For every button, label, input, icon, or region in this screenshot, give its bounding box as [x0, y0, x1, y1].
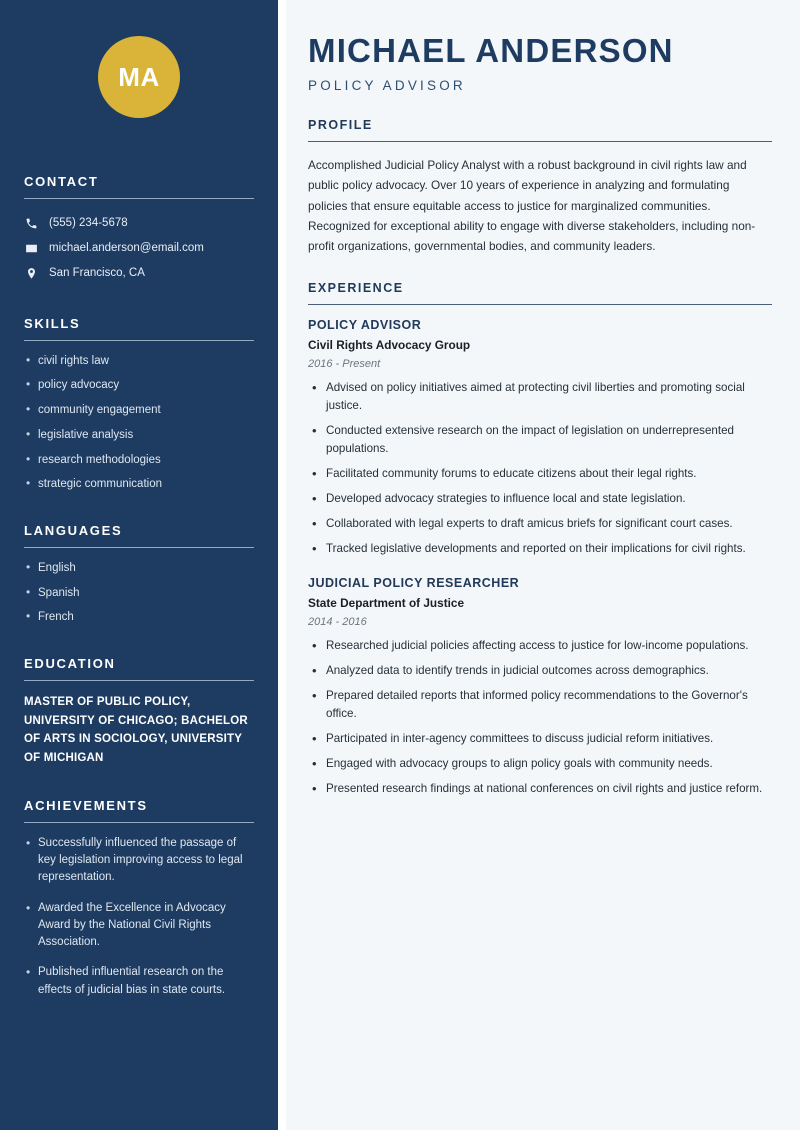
contact-divider: [24, 198, 254, 199]
list-item: • Researched judicial policies affecting access to justice for low-income populations.: [308, 637, 772, 655]
list-item: • Conducted extensive research on the impact of legislation on underrepresented populations.: [308, 422, 772, 458]
experience-dates: 2014 - 2016: [308, 616, 367, 629]
list-item: • strategic communication: [24, 476, 254, 493]
list-item: • community engagement: [24, 402, 254, 419]
list-item: • policy advocacy: [24, 377, 254, 394]
page-title: MICHAEL ANDERSON: [308, 32, 674, 69]
headline-job-title: POLICY ADVISOR: [308, 77, 466, 93]
contact-section: [24, 174, 254, 286]
contact-heading: CONTACT: [24, 174, 99, 189]
experience-bullets: [308, 379, 772, 558]
skills-section: [24, 316, 254, 493]
education-divider: [24, 680, 254, 681]
avatar-container: [24, 0, 254, 128]
list-item: • Presented research findings at national conferences on civil rights and justice reform.: [308, 780, 772, 798]
achievements-section: [24, 798, 254, 999]
achievements-heading: ACHIEVEMENTS: [24, 797, 148, 813]
skills-divider: [24, 340, 254, 341]
contact-item-phone[interactable]: [24, 211, 254, 236]
skills-list: [24, 353, 254, 493]
achievements-divider: [24, 822, 254, 823]
list-item: • Prepared detailed reports that informed policy recommendations to the Governor's office.: [308, 687, 772, 723]
list-item: • Awarded the Excellence in Advocacy Award by the National Civil Rights Association.: [24, 900, 254, 952]
experience-bullets: [308, 637, 772, 798]
languages-section: [24, 523, 254, 626]
contact-item-location[interactable]: [24, 261, 254, 286]
envelope-icon: [24, 241, 38, 255]
experience-divider: [308, 304, 772, 305]
list-item: • Developed advocacy strategies to influence local and state legislation.: [308, 490, 772, 508]
list-item: • Analyzed data to identify trends in judicial outcomes across demographics.: [308, 662, 772, 680]
contact-list: [24, 211, 254, 286]
profile-section: [308, 118, 772, 256]
phone-icon: [24, 216, 38, 230]
experience-section: [308, 281, 772, 798]
languages-list: [24, 560, 254, 626]
experience-company: Civil Rights Advocacy Group: [308, 338, 471, 353]
experience-entry: [308, 576, 772, 798]
experience-entry: [308, 318, 772, 558]
education-text: MASTER OF PUBLIC POLICY, UNIVERSITY OF CHICAGO; BACHELOR OF ARTS IN SOCIOLOGY, UNIVERSITY OF MICHIGAN: [24, 695, 248, 765]
list-item: • Facilitated community forums to educate citizens about their legal rights.: [308, 465, 772, 483]
profile-heading: PROFILE: [308, 117, 373, 132]
contact-value-phone: (555) 234-5678: [49, 217, 128, 229]
contact-value-location: San Francisco, CA: [49, 266, 145, 279]
list-item: • legislative analysis: [24, 427, 254, 444]
skills-heading: SKILLS: [24, 315, 81, 331]
experience-dates: 2016 - Present: [308, 358, 381, 371]
list-item: • English: [24, 560, 254, 577]
list-item: • Successfully influenced the passage of key legislation improving access to legal representation.: [24, 835, 254, 887]
list-item: • Participated in inter-agency committees to discuss judicial reform initiatives.: [308, 730, 772, 748]
list-item: • Tracked legislative developments and reported on their implications for civil rights.: [308, 540, 772, 558]
list-item: • Published influential research on the effects of judicial bias in state courts.: [24, 964, 254, 999]
contact-item-email[interactable]: [24, 236, 254, 261]
list-item: • civil rights law: [24, 353, 254, 370]
experience-heading: EXPERIENCE: [308, 281, 404, 296]
avatar: MA: [98, 36, 180, 118]
list-item: • Advised on policy initiatives aimed at protecting civil liberties and promoting social justice.: [308, 379, 772, 415]
column-gap: [278, 0, 286, 1130]
list-item: • French: [24, 609, 254, 626]
education-section: [24, 656, 254, 768]
experience-role: JUDICIAL POLICY RESEARCHER: [308, 576, 520, 591]
experience-company: State Department of Justice: [308, 596, 465, 611]
list-item: • Engaged with advocacy groups to align policy goals with community needs.: [308, 755, 772, 773]
list-item: • Collaborated with legal experts to draft amicus briefs for significant court cases.: [308, 515, 772, 533]
experience-role: POLICY ADVISOR: [308, 318, 422, 333]
contact-value-email: michael.anderson@email.com: [49, 241, 204, 254]
list-item: • Spanish: [24, 585, 254, 602]
list-item: • research methodologies: [24, 452, 254, 469]
profile-divider: [308, 141, 772, 142]
education-heading: EDUCATION: [24, 655, 116, 671]
map-pin-icon: [24, 266, 38, 280]
sidebar: [0, 0, 278, 1130]
achievements-list: [24, 835, 254, 999]
main-content: [286, 0, 800, 1130]
profile-text: Accomplished Judicial Policy Analyst with a robust background in civil rights law and public policy advocacy. Over 10 years of experience in analyzing and formulating policies that ensure equitable access to justice for marginalized communities. Recognized for exceptional ability to engage with diverse stakeholders, including non-profit organizations, governmental bodies, and community leaders.: [308, 157, 756, 254]
languages-divider: [24, 547, 254, 548]
languages-heading: LANGUAGES: [24, 522, 123, 538]
